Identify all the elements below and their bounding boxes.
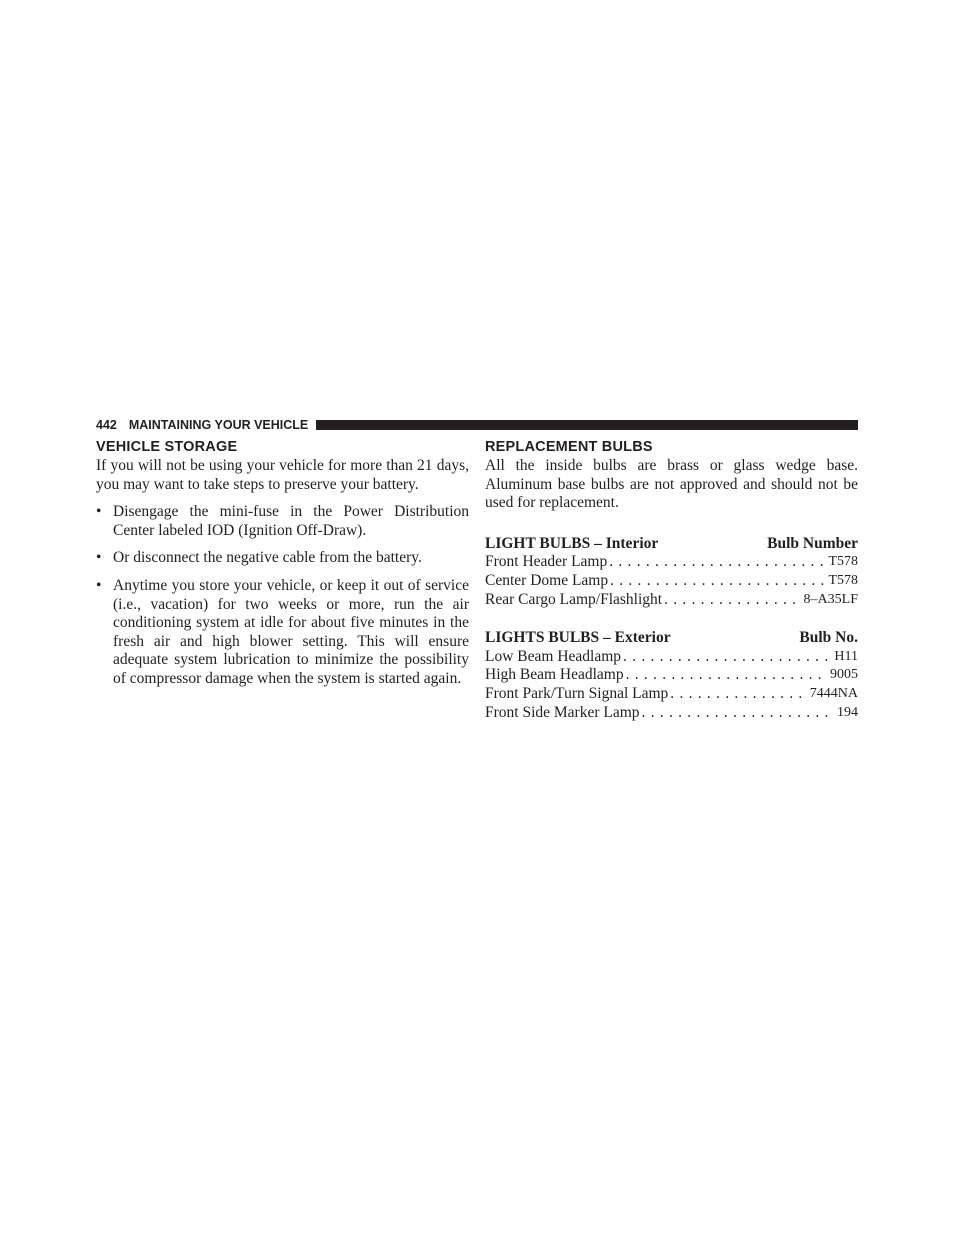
table-row	[485, 685, 858, 704]
running-header	[96, 417, 858, 433]
bulb-number: 194	[837, 704, 858, 720]
interior-bulb-table	[485, 535, 858, 609]
lamp-name: Front Header Lamp	[485, 553, 608, 571]
section-title: MAINTAINING YOUR VEHICLE	[128, 418, 309, 432]
table-row	[485, 648, 858, 667]
header-rule	[316, 420, 858, 430]
bullet-icon: •	[96, 503, 102, 521]
lamp-name: Center Dome Lamp	[485, 571, 609, 589]
table-header	[485, 535, 858, 554]
list-item-text: Anytime you store your vehicle, or keep it out of service (i.e., vacation) for two weeks or more, run the air conditioning system at idle for about five minutes in the fresh air and high blower setting. This will ensure adequate system lubrication to minimize the possibility of compressor damage when the system is started again.	[113, 576, 469, 687]
replacement-bulbs-heading: REPLACEMENT BULBS	[485, 439, 653, 455]
bulb-number: 7444NA	[809, 685, 858, 701]
table-column-label: Bulb No.	[799, 629, 858, 647]
dot-leader	[621, 648, 830, 667]
table-row	[485, 572, 858, 591]
dot-leader	[608, 572, 824, 591]
table-header	[485, 629, 858, 648]
exterior-bulb-table	[485, 629, 858, 722]
table-column-label: Bulb Number	[767, 534, 858, 552]
table-heading: LIGHT BULBS – Interior	[485, 534, 659, 552]
bulb-number: H11	[834, 648, 858, 664]
replacement-bulbs-intro: All the inside bulbs are brass or glass wedge base. Aluminum base bulbs are not approved and should not be used for replacement.	[485, 457, 858, 512]
bulb-number: 9005	[830, 667, 858, 683]
lamp-name: Front Park/Turn Signal Lamp	[485, 684, 669, 702]
bulb-number: 8–A35LF	[803, 591, 858, 607]
right-column	[485, 438, 858, 722]
lamp-name: Front Side Marker Lamp	[485, 703, 640, 721]
dot-leader	[624, 666, 826, 685]
list-item-text: Disengage the mini-fuse in the Power Distribution Center labeled IOD (Ignition Off-Draw).	[113, 503, 469, 539]
page-number: 442	[96, 418, 117, 432]
table-row	[485, 704, 858, 723]
list-item	[96, 549, 469, 568]
dot-leader	[640, 704, 833, 723]
vehicle-storage-intro: If you will not be using your vehicle for more than 21 days, you may want to take steps to preserve your battery.	[96, 457, 469, 493]
bulb-number: T578	[828, 572, 858, 588]
dot-leader	[607, 553, 824, 572]
lamp-name: Rear Cargo Lamp/Flashlight	[485, 590, 663, 608]
vehicle-storage-heading: VEHICLE STORAGE	[96, 439, 238, 455]
bulb-number: T578	[828, 554, 858, 570]
storage-bullet-list	[96, 503, 469, 688]
list-item-text: Or disconnect the negative cable from the battery.	[113, 549, 422, 567]
table-row	[485, 666, 858, 685]
list-item	[96, 577, 469, 689]
left-column	[96, 438, 469, 689]
bullet-icon: •	[96, 576, 102, 594]
list-item	[96, 503, 469, 540]
lamp-name: High Beam Headlamp	[485, 666, 624, 684]
table-heading: LIGHTS BULBS – Exterior	[485, 629, 671, 647]
dot-leader	[662, 591, 799, 610]
dot-leader	[668, 685, 805, 704]
table-row	[485, 591, 858, 610]
bullet-icon: •	[96, 549, 102, 567]
table-row	[485, 553, 858, 572]
lamp-name: Low Beam Headlamp	[485, 647, 622, 665]
